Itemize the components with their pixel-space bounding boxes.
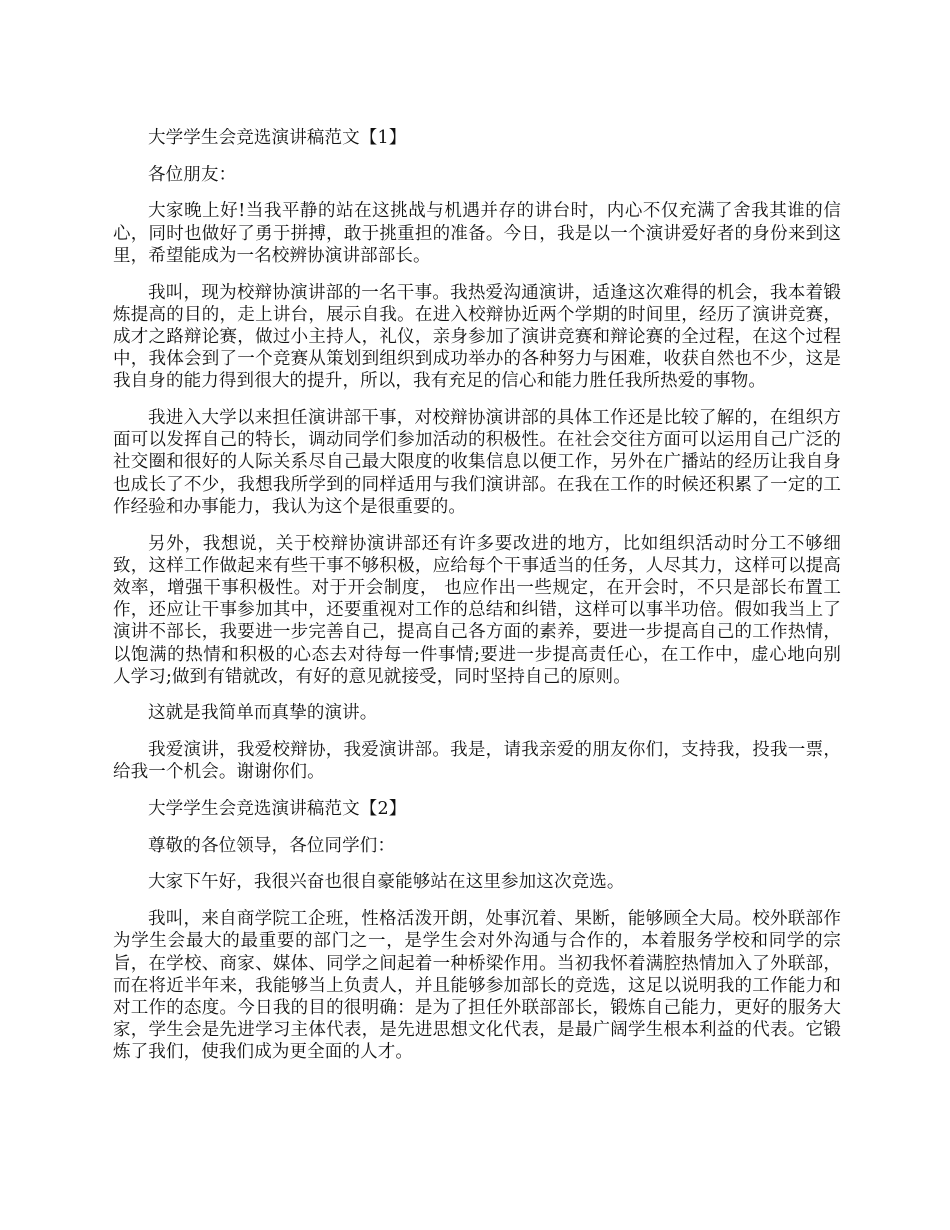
body-paragraph: 我爱演讲，我爱校辩协，我爱演讲部。我是，请我亲爱的朋友你们，支持我，投我一票，给我一个机会。谢谢你们。 bbox=[113, 740, 841, 783]
body-paragraph: 我叫，现为校辩协演讲部的一名干事。我热爱沟通演讲，适逢这次难得的机会，我本着锻炼提高的目的，走上讲台，展示自我。在进入校辩协近两个学期的时间里，经历了演讲竞赛，成才之路辩论赛，做过小主持人，礼仪，亲身参加了演讲竞赛和辩论赛的全过程，在这个过程中，我体会到了一个竞赛从策划到组织到成功举办的各种努力与困难，收获自然也不少，这是我自身的能力得到很大的提升，所以，我有充足的信心和能力胜任我所热爱的事物。 bbox=[113, 282, 841, 392]
body-paragraph: 我叫，来自商学院工企班，性格活泼开朗，处事沉着、果断，能够顾全大局。校外联部作为学生会最大的最重要的部门之一，是学生会对外沟通与合作的，本着服务学校和同学的宗旨，在学校、商家、媒体、同学之间起着一种桥梁作用。当初我怀着满腔热情加入了外联部，而在将近半年来，我能够当上负责人，并且能够参加部长的竞选，这足以说明我的工作能力和对工作的态度。今日我的目的很明确：是为了担任外联部部长，锻炼自己能力，更好的服务大家，学生会是先进学习主体代表，是先进思想文化代表，是最广阔学生根本利益的代表。它锻炼了我们，使我们成为更全面的人才。 bbox=[113, 909, 841, 1063]
section-heading-1: 大学学生会竞选演讲稿范文【1】 bbox=[148, 128, 407, 148]
body-paragraph: 这就是我简单而真挚的演讲。 bbox=[148, 703, 378, 724]
section-heading-2: 大学学生会竞选演讲稿范文【2】 bbox=[148, 799, 407, 820]
body-paragraph: 另外，我想说，关于校辩协演讲部还有许多要改进的地方，比如组织活动时分工不够细致，这样工作做起来有些干事不够积极，应给每个干事适当的任务，人尽其力，这样可以提高效率，增强干事积极性。对于开会制度， 也应作出一些规定，在开会时，不只是部长布置工作，还应让干事参加其中，还要重视对工作的总结和纠错，这样可以事半功倍。假如我当上了演讲不部长，我要进一步完善自己，提高自己各方面的素养，要进一步提高自己的工作热情，以饱满的热情和积极的心态去对待每一件事情;要进一步提高责任心，在工作中，虚心地向别人学习;做到有错就改，有好的意见就接受，同时坚持自己的原则。 bbox=[113, 533, 841, 687]
body-paragraph: 大家下午好，我很兴奋也很自豪能够站在这里参加这次竞选。 bbox=[148, 872, 625, 893]
document-body bbox=[113, 127, 841, 1078]
body-paragraph: 我进入大学以来担任演讲部干事，对校辩协演讲部的具体工作还是比较了解的，在组织方面可以发挥自己的特长，调动同学们参加活动的积极性。在社会交往方面可以运用自己广泛的社交圈和很好的人际关系尽自己最大限度的收集信息以便工作，另外在广播站的经历让我自身也成长了不少，我想我所学到的同样适用与我们演讲部。在我在工作的时候还积累了一定的工作经验和办事能力，我认为这个是很重要的。 bbox=[113, 408, 841, 517]
body-paragraph: 大家晚上好!当我平静的站在这挑战与机遇并存的讲台时，内心不仅充满了舍我其谁的信心，同时也做好了勇于拼搏，敢于挑重担的准备。今日，我是以一个演讲爱好者的身份来到这里，希望能成为一名校辨协演讲部部长。 bbox=[113, 201, 841, 266]
salutation-2: 尊敬的各位领导，各位同学们： bbox=[148, 835, 396, 856]
salutation-1: 各位朋友： bbox=[148, 164, 237, 185]
